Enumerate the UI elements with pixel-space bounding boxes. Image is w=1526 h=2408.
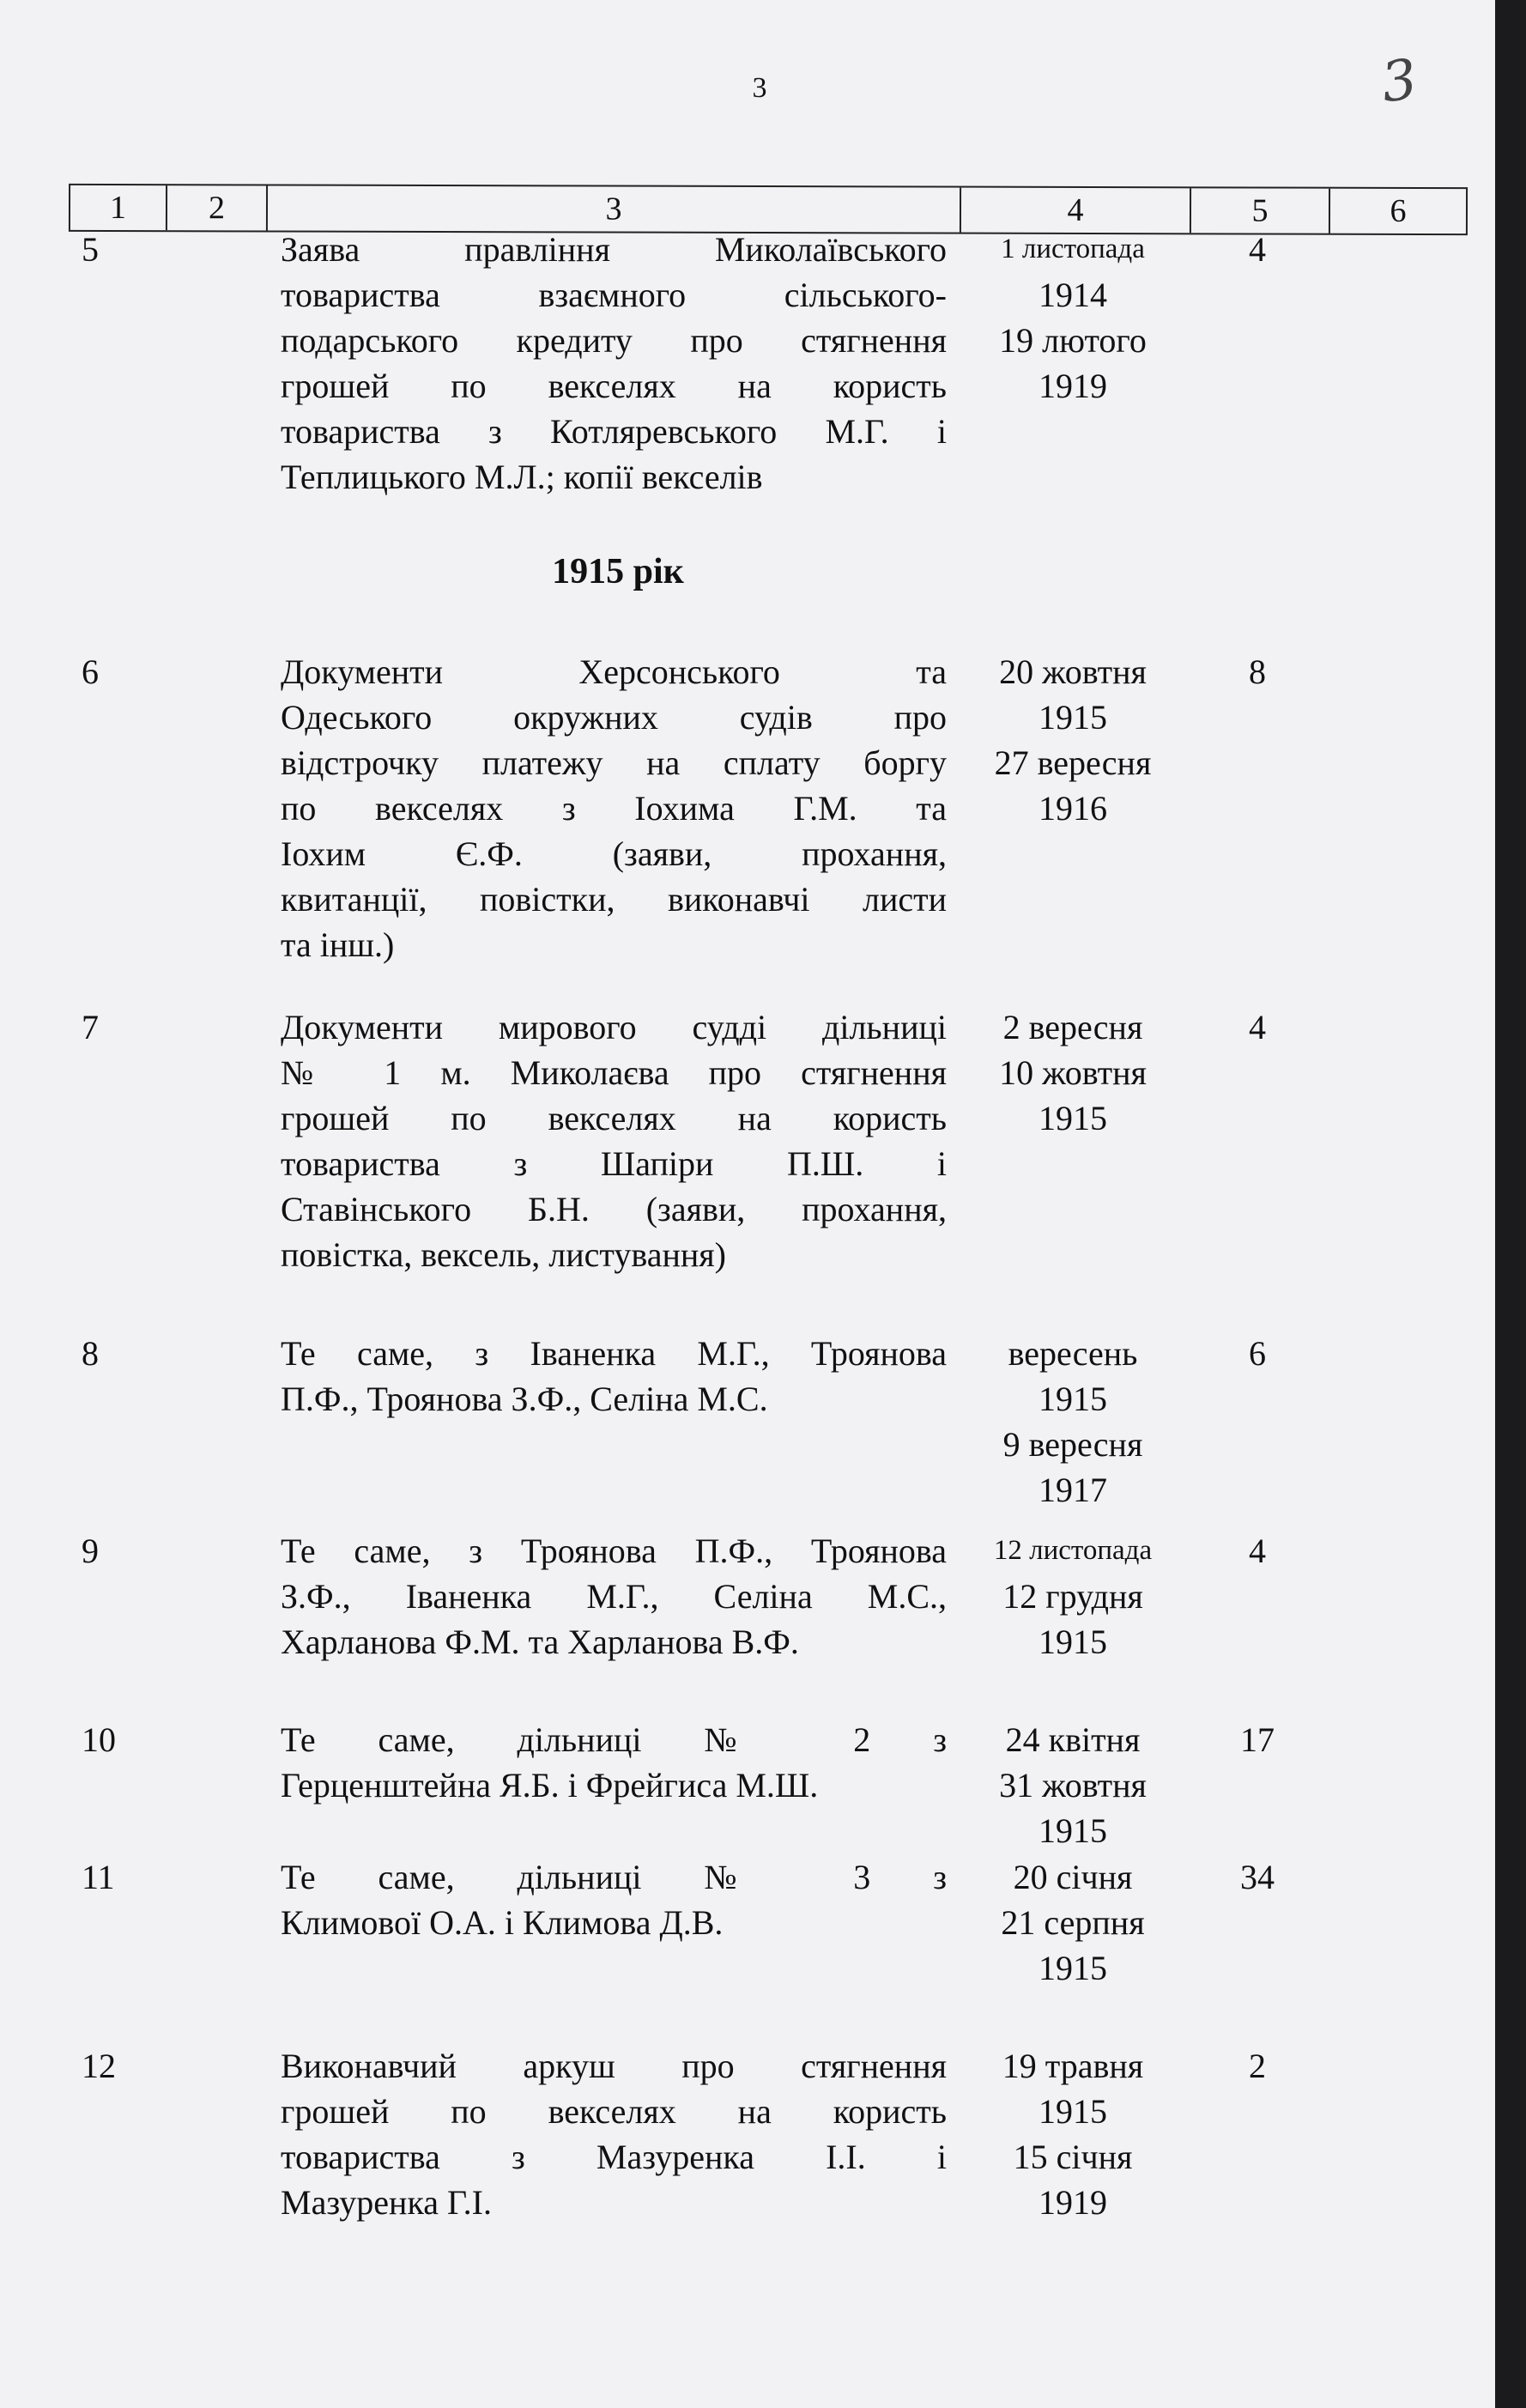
- entry-number: 7: [82, 1008, 99, 1046]
- header-col-2: 2: [167, 185, 268, 230]
- title-line: грошей по векселях на користь: [281, 367, 947, 405]
- date-line: 31 жовтня: [999, 1766, 1147, 1804]
- title-line: подарського кредиту про стягнення: [281, 321, 947, 360]
- title-line: повістка, вексель, листування): [281, 1235, 726, 1274]
- entry-dates: [961, 1331, 1184, 1513]
- title-line: Іохим Є.Ф. (заяви, прохання,: [281, 834, 947, 873]
- title-line: З.Ф., Іваненка М.Г., Селіна М.С.,: [281, 1577, 947, 1616]
- entry-number: 10: [82, 1720, 116, 1759]
- sheet-count: 6: [1249, 1334, 1266, 1373]
- year-heading: 1915 рік: [552, 552, 684, 591]
- date-line: 10 жовтня: [999, 1053, 1147, 1092]
- entry-number: 8: [82, 1334, 99, 1373]
- header-col-6: 6: [1390, 192, 1407, 229]
- date-line: 12 грудня: [1002, 1577, 1143, 1616]
- date-line: 1916: [1039, 789, 1107, 828]
- entry-number: 6: [82, 652, 99, 691]
- date-line: 1915: [1039, 1099, 1107, 1137]
- title-line: Документи Херсонського та: [281, 652, 947, 691]
- entry-dates: [961, 2043, 1184, 2225]
- sheet-count: 8: [1249, 652, 1266, 691]
- title-line: П.Ф., Троянова З.Ф., Селіна М.С.: [281, 1380, 768, 1418]
- date-line: 9 вересня: [1002, 1425, 1143, 1464]
- title-line: по векселях з Іохима Г.М. та: [281, 789, 947, 828]
- entry-title: [281, 1331, 947, 1422]
- title-line: Теплицького М.Л.; копії векселів: [281, 458, 763, 496]
- title-line: Герценштейна Я.Б. і Фрейгиса М.Ш.: [281, 1766, 819, 1804]
- date-line: 21 серпня: [1001, 1903, 1145, 1942]
- date-line: 1914: [1039, 276, 1107, 314]
- date-line: 1915: [1039, 1623, 1107, 1661]
- sheet-count: 4: [1249, 1532, 1266, 1570]
- title-line: Те саме, дільниці № 2 з: [281, 1720, 947, 1759]
- entry-title: [281, 1004, 947, 1277]
- entry-number: 11: [82, 1858, 115, 1896]
- entry-number: 12: [82, 2047, 116, 2085]
- date-line: 1919: [1039, 2183, 1107, 2222]
- header-col-3: 3: [268, 185, 961, 232]
- title-line: товариства з Шапіри П.Ш. і: [281, 1144, 947, 1183]
- title-line: Харланова Ф.М. та Харланова В.Ф.: [281, 1623, 799, 1661]
- date-line: 1915: [1039, 698, 1107, 737]
- entry-dates: [961, 1004, 1184, 1141]
- title-line: та інш.): [281, 925, 395, 964]
- title-line: товариства з Мазуренка І.І. і: [281, 2138, 947, 2176]
- date-line: 20 січня: [1013, 1858, 1133, 1896]
- date-line: 12 листопада: [993, 1535, 1153, 1566]
- entry-dates: [961, 649, 1184, 831]
- title-line: Климової О.А. і Климова Д.В.: [281, 1903, 724, 1942]
- date-line: 1915: [1039, 2092, 1107, 2131]
- header-col-1: 1: [70, 185, 167, 230]
- entry-dates: [961, 1528, 1184, 1665]
- date-line: 24 квітня: [1005, 1720, 1141, 1759]
- entry-dates: [961, 1854, 1184, 1991]
- title-line: Виконавчий аркуш про стягнення: [281, 2047, 947, 2085]
- date-line: 1915: [1039, 1811, 1107, 1850]
- title-line: Ставінського Б.Н. (заяви, прохання,: [281, 1190, 947, 1228]
- entry-title: [281, 1717, 947, 1808]
- date-line: 19 лютого: [999, 321, 1147, 360]
- date-line: 20 жовтня: [999, 652, 1147, 691]
- date-line: 1915: [1039, 1949, 1107, 1987]
- title-line: Те саме, з Іваненка М.Г., Троянова: [281, 1334, 947, 1373]
- date-line: 15 січня: [1013, 2138, 1133, 2176]
- sheet-count: 4: [1249, 1008, 1266, 1046]
- entry-title: [281, 649, 947, 967]
- entry-title: [281, 1854, 947, 1945]
- entry-dates: [961, 227, 1184, 409]
- title-line: Заява правління Миколаївського: [281, 230, 947, 269]
- title-line: товариства взаємного сільського-: [281, 276, 947, 314]
- sheet-count: 4: [1249, 230, 1266, 269]
- date-line: 2 вересня: [1002, 1008, 1143, 1046]
- title-line: Мазуренка Г.І.: [281, 2183, 492, 2222]
- sheet-count: 34: [1240, 1858, 1275, 1896]
- page-number: 3: [752, 72, 767, 104]
- header-col-4: 4: [961, 188, 1191, 234]
- entry-number: 9: [82, 1532, 99, 1570]
- sheet-count: 2: [1249, 2047, 1266, 2085]
- title-line: грошей по векселях на користь: [281, 1099, 947, 1137]
- entry-dates: [961, 1717, 1184, 1853]
- entry-title: [281, 1528, 947, 1665]
- entry-title: [281, 2043, 947, 2225]
- date-line: 19 травня: [1002, 2047, 1144, 2085]
- date-line: 1915: [1039, 1380, 1107, 1418]
- title-line: Те саме, з Троянова П.Ф., Троянова: [281, 1532, 947, 1570]
- title-line: Те саме, дільниці № 3 з: [281, 1858, 947, 1896]
- title-line: квитанції, повістки, виконавчі листи: [281, 880, 947, 919]
- title-line: товариства з Котляревського М.Г. і: [281, 412, 947, 451]
- date-line: 1919: [1039, 367, 1107, 405]
- date-line: 1 листопада: [1001, 234, 1145, 264]
- title-line: № 1 м. Миколаєва про стягнення: [281, 1053, 947, 1092]
- title-line: Одеського окружних судів про: [281, 698, 947, 737]
- sheet-count: 17: [1240, 1720, 1275, 1759]
- date-line: вересень: [1008, 1334, 1138, 1373]
- date-line: 1917: [1039, 1471, 1107, 1509]
- date-line: 27 вересня: [994, 743, 1152, 782]
- handwritten-folio-number: 3: [1378, 47, 1421, 116]
- title-line: відстрочку платежу на сплату боргу: [281, 743, 947, 782]
- entry-number: 5: [82, 230, 99, 269]
- title-line: грошей по векселях на користь: [281, 2092, 947, 2131]
- entry-title: [281, 227, 947, 500]
- title-line: Документи мирового судді дільниці: [281, 1008, 947, 1046]
- header-col-5: 5: [1191, 188, 1330, 233]
